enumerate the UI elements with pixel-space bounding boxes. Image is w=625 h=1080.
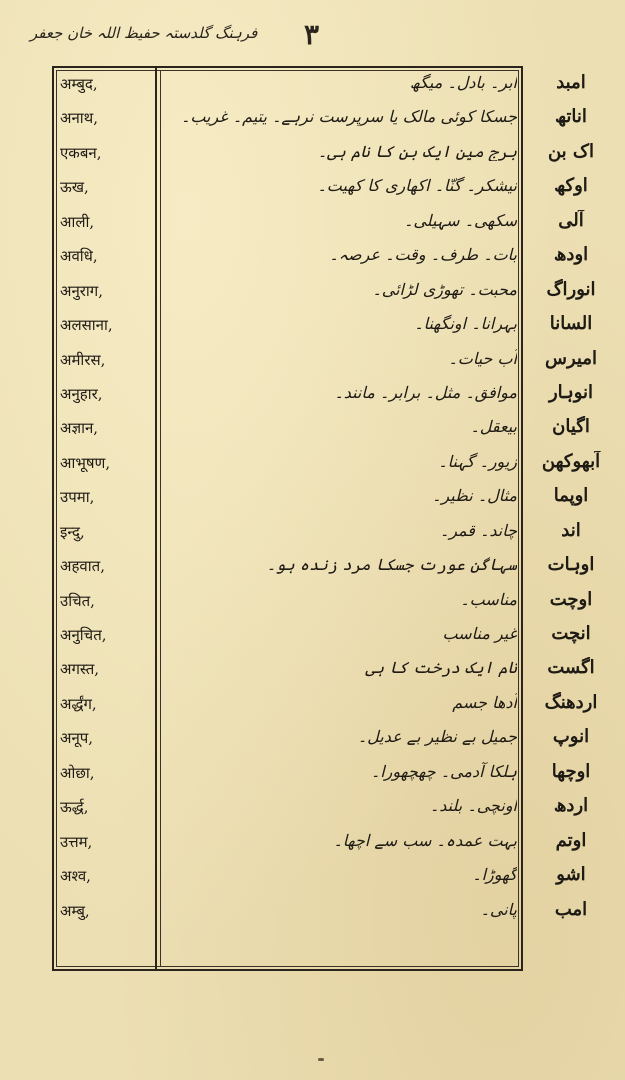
headword: اگست	[547, 657, 595, 679]
hindi-equivalent: अनाथ,	[60, 109, 99, 128]
headword: اناتھ	[555, 106, 587, 128]
urdu-meaning: بات۔ طرف۔ وقت۔ عرصہ۔	[329, 245, 517, 265]
table-row	[0, 208, 625, 242]
urdu-meaning: غیر مناسب	[442, 624, 517, 643]
table-row	[0, 828, 625, 862]
urdu-meaning: سکھی۔ سہیلی۔	[403, 210, 517, 230]
page-header	[0, 18, 625, 58]
hindi-equivalent: अमीरस,	[60, 350, 106, 369]
urdu-meaning: چاند۔ قمر۔	[439, 520, 517, 540]
headword: اردھنگ	[544, 691, 598, 713]
page-number: ۳	[304, 18, 320, 51]
table-row	[0, 311, 625, 345]
urdu-meaning: ہلکا آدمی۔ چھچھورا۔	[370, 761, 517, 781]
hindi-equivalent: अहवात,	[60, 557, 105, 576]
headword: انوہار	[548, 381, 594, 403]
hindi-equivalent: आभूषण,	[60, 453, 111, 472]
headword: امیرس	[545, 347, 597, 369]
headword: اوپما	[553, 485, 589, 507]
urdu-meaning: آدھا جسم	[452, 692, 517, 712]
table-row	[0, 483, 625, 517]
hindi-equivalent: अम्बु,	[60, 901, 90, 920]
urdu-meaning: برج مین ایک بن کا نام ہی۔	[317, 141, 517, 161]
headword: آبھوکھن	[541, 450, 601, 472]
table-row	[0, 587, 625, 621]
hindi-equivalent: ऊर्द्ध,	[60, 798, 89, 817]
urdu-meaning: بہت عمدہ۔ سب سے اچھا۔	[333, 830, 517, 850]
hindi-equivalent: अज्ञान,	[60, 419, 99, 438]
table-row	[0, 242, 625, 276]
headword: اک بن	[547, 140, 595, 162]
table-row	[0, 380, 625, 414]
headword: اودھ	[553, 244, 589, 266]
urdu-meaning: جمیل بے نظیر بے عدیل۔	[357, 727, 517, 747]
urdu-meaning: سہاگن عورت جسکا مرد زندہ ہو۔	[266, 555, 517, 575]
hindi-equivalent: एकबन,	[60, 143, 102, 162]
urdu-meaning: بہرانا۔ اونگھنا۔	[414, 314, 517, 334]
table-row	[0, 759, 625, 793]
hindi-equivalent: आली,	[60, 212, 95, 231]
table-row	[0, 139, 625, 173]
headword: اوچھا	[551, 760, 591, 782]
table-row	[0, 862, 625, 896]
urdu-meaning: محبت۔ تھوڑی لڑائی۔	[372, 279, 517, 299]
table-row	[0, 655, 625, 689]
hindi-equivalent: ऊख,	[60, 178, 89, 197]
table-row	[0, 518, 625, 552]
book-title: فرہنگ گلدستہ حفیظ اللہ خان جعفر	[30, 24, 258, 42]
hindi-equivalent: अवधि,	[60, 247, 98, 266]
urdu-meaning: زیور۔ گہنا۔	[438, 451, 517, 471]
table-row	[0, 104, 625, 138]
urdu-meaning: ابر۔ بادل۔ میگھ	[409, 73, 517, 92]
urdu-meaning: مناسب۔	[460, 589, 517, 609]
table-row	[0, 552, 625, 586]
urdu-meaning: جسکا کوئی مالک یا سرپرست نرہے۔ یتیم۔ غریب۔	[180, 107, 517, 127]
hindi-equivalent: अलसाना,	[60, 316, 113, 335]
hindi-equivalent: अनुचित,	[60, 626, 107, 644]
urdu-meaning: اونچی۔ بلند۔	[429, 796, 517, 816]
headword: اوچت	[549, 588, 593, 610]
table-row	[0, 346, 625, 380]
urdu-meaning: نام ایک درخت کا ہی	[365, 658, 517, 678]
headword: اند	[561, 519, 581, 541]
table-row	[0, 621, 625, 655]
headword: السانا	[549, 313, 593, 335]
hindi-equivalent: उपमा,	[60, 488, 95, 507]
table-row	[0, 414, 625, 448]
hindi-equivalent: अम्बुद,	[60, 75, 98, 93]
urdu-meaning: بیعقل۔	[470, 417, 517, 437]
headword: انوراگ	[546, 278, 596, 300]
urdu-meaning: آب حیات۔	[448, 348, 517, 368]
glossary-table	[0, 70, 625, 931]
urdu-meaning: موافق۔ مثل۔ برابر۔ مانند۔	[334, 382, 517, 402]
page-mark	[318, 1058, 324, 1061]
headword: اوتم	[555, 829, 587, 851]
hindi-equivalent: ओछा,	[60, 763, 95, 782]
headword: امب	[554, 898, 588, 920]
hindi-equivalent: इन्दु,	[60, 522, 85, 541]
headword: امبد	[556, 72, 586, 93]
hindi-equivalent: अनूप,	[60, 729, 94, 748]
headword: انوپ	[552, 726, 590, 748]
headword: آلی	[558, 209, 584, 231]
hindi-equivalent: अगस्त,	[60, 660, 100, 679]
urdu-meaning: گھوڑا۔	[472, 865, 517, 885]
table-row	[0, 449, 625, 483]
table-row	[0, 173, 625, 207]
table-row	[0, 897, 625, 931]
headword: اردھ	[553, 795, 589, 817]
table-row	[0, 70, 625, 104]
table-row	[0, 690, 625, 724]
urdu-meaning: پانی۔	[480, 899, 517, 919]
headword: اوکھ	[554, 175, 588, 197]
hindi-equivalent: अश्व,	[60, 867, 91, 886]
headword: اشو	[556, 864, 586, 886]
urdu-meaning: مثال۔ نظیر۔	[432, 486, 517, 506]
table-row	[0, 724, 625, 758]
headword: انچت	[551, 623, 591, 644]
hindi-equivalent: उत्तम,	[60, 832, 93, 851]
hindi-equivalent: उचित,	[60, 591, 95, 610]
hindi-equivalent: अनुहार,	[60, 384, 103, 403]
headword: اوہات	[547, 554, 595, 576]
table-row	[0, 793, 625, 827]
table-row	[0, 277, 625, 311]
urdu-meaning: نیشکر۔ گنّا۔ اکھاری کا کھیت۔	[317, 176, 517, 196]
hindi-equivalent: अर्द्धंग,	[60, 694, 97, 713]
hindi-equivalent: अनुराग,	[60, 281, 104, 300]
headword: اگیان	[552, 416, 590, 438]
